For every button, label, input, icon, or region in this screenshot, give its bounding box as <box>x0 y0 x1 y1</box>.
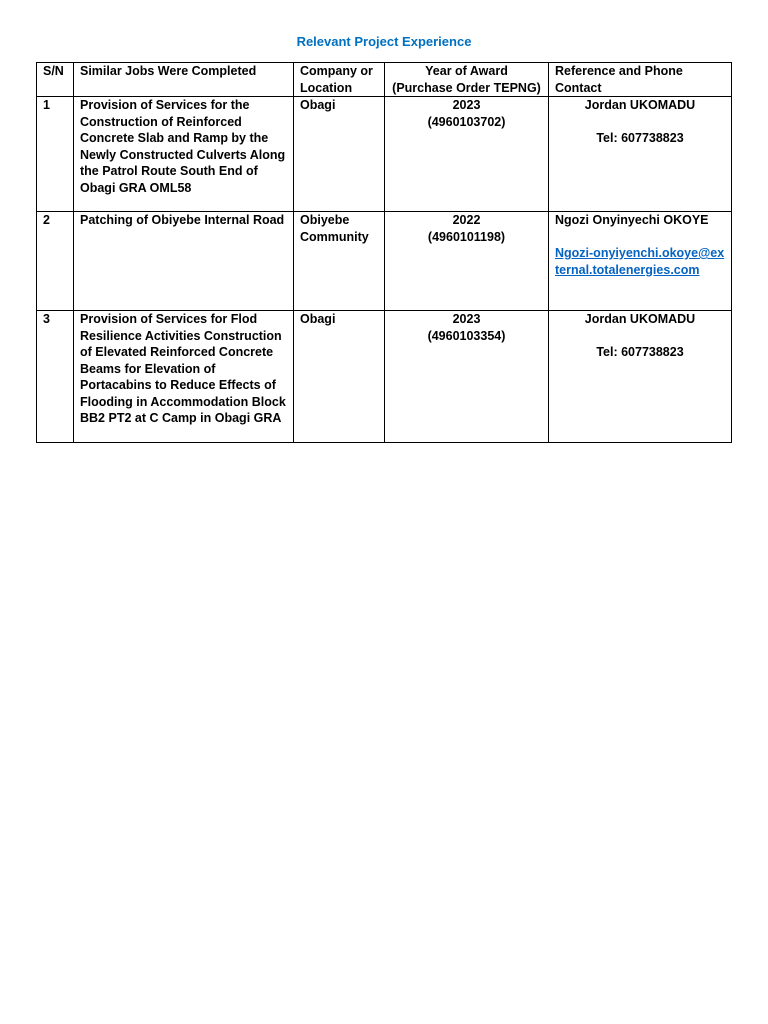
cell-location: Obiyebe Community <box>294 212 385 311</box>
page-title: Relevant Project Experience <box>296 34 472 49</box>
reference-name: Jordan UKOMADU <box>584 312 696 326</box>
reference-phone: Tel: 607738823 <box>596 345 684 359</box>
cell-location: Obagi <box>294 97 385 212</box>
cell-job: Patching of Obiyebe Internal Road <box>74 212 294 311</box>
cell-sn: 3 <box>37 311 74 443</box>
header-reference-contact: Reference and Phone Contact <box>549 63 732 97</box>
cell-sn: 1 <box>37 97 74 212</box>
header-sn: S/N <box>37 63 74 97</box>
table-header-row <box>37 63 732 97</box>
table-row <box>37 212 732 311</box>
cell-job: Provision of Services for Flod Resilience Activities Construction of Elevated Reinforced Concrete Beams for Elevation of Portacabins to Reduce Effects of Flooding in Accommodation Block BB2 PT2 at C Camp in Obagi GRA <box>74 311 294 443</box>
year-value: 2023 <box>452 98 481 112</box>
header-company-location: Company or Location <box>294 63 385 97</box>
reference-phone: Tel: 607738823 <box>596 131 684 145</box>
header-year-line2: (Purchase Order TEPNG) <box>392 80 541 95</box>
cell-sn: 2 <box>37 212 74 311</box>
reference-email-link[interactable]: Ngozi-onyiyenchi.okoye@external.totalenergies.com <box>555 246 725 277</box>
header-year-line1: Year of Award <box>425 64 508 78</box>
project-experience-table <box>36 62 732 443</box>
table-row <box>37 97 732 212</box>
year-value: 2023 <box>452 312 481 326</box>
cell-reference <box>549 311 732 443</box>
po-number: (4960101198) <box>427 229 506 244</box>
cell-job: Provision of Services for the Construction of Reinforced Concrete Slab and Ramp by the Newly Constructed Culverts Along the Patrol Route South End of Obagi GRA OML58 <box>74 97 294 212</box>
po-number: (4960103354) <box>427 328 506 343</box>
cell-reference <box>549 212 732 311</box>
po-number: (4960103702) <box>427 114 506 129</box>
cell-year <box>385 212 549 311</box>
year-value: 2022 <box>452 213 481 227</box>
header-year-of-award <box>385 63 549 97</box>
header-similar-jobs: Similar Jobs Were Completed <box>74 63 294 97</box>
cell-year <box>385 97 549 212</box>
table-row <box>37 311 732 443</box>
reference-name: Jordan UKOMADU <box>584 98 696 112</box>
cell-location: Obagi <box>294 311 385 443</box>
cell-year <box>385 311 549 443</box>
reference-name: Ngozi Onyinyechi OKOYE <box>555 213 709 227</box>
cell-reference <box>549 97 732 212</box>
